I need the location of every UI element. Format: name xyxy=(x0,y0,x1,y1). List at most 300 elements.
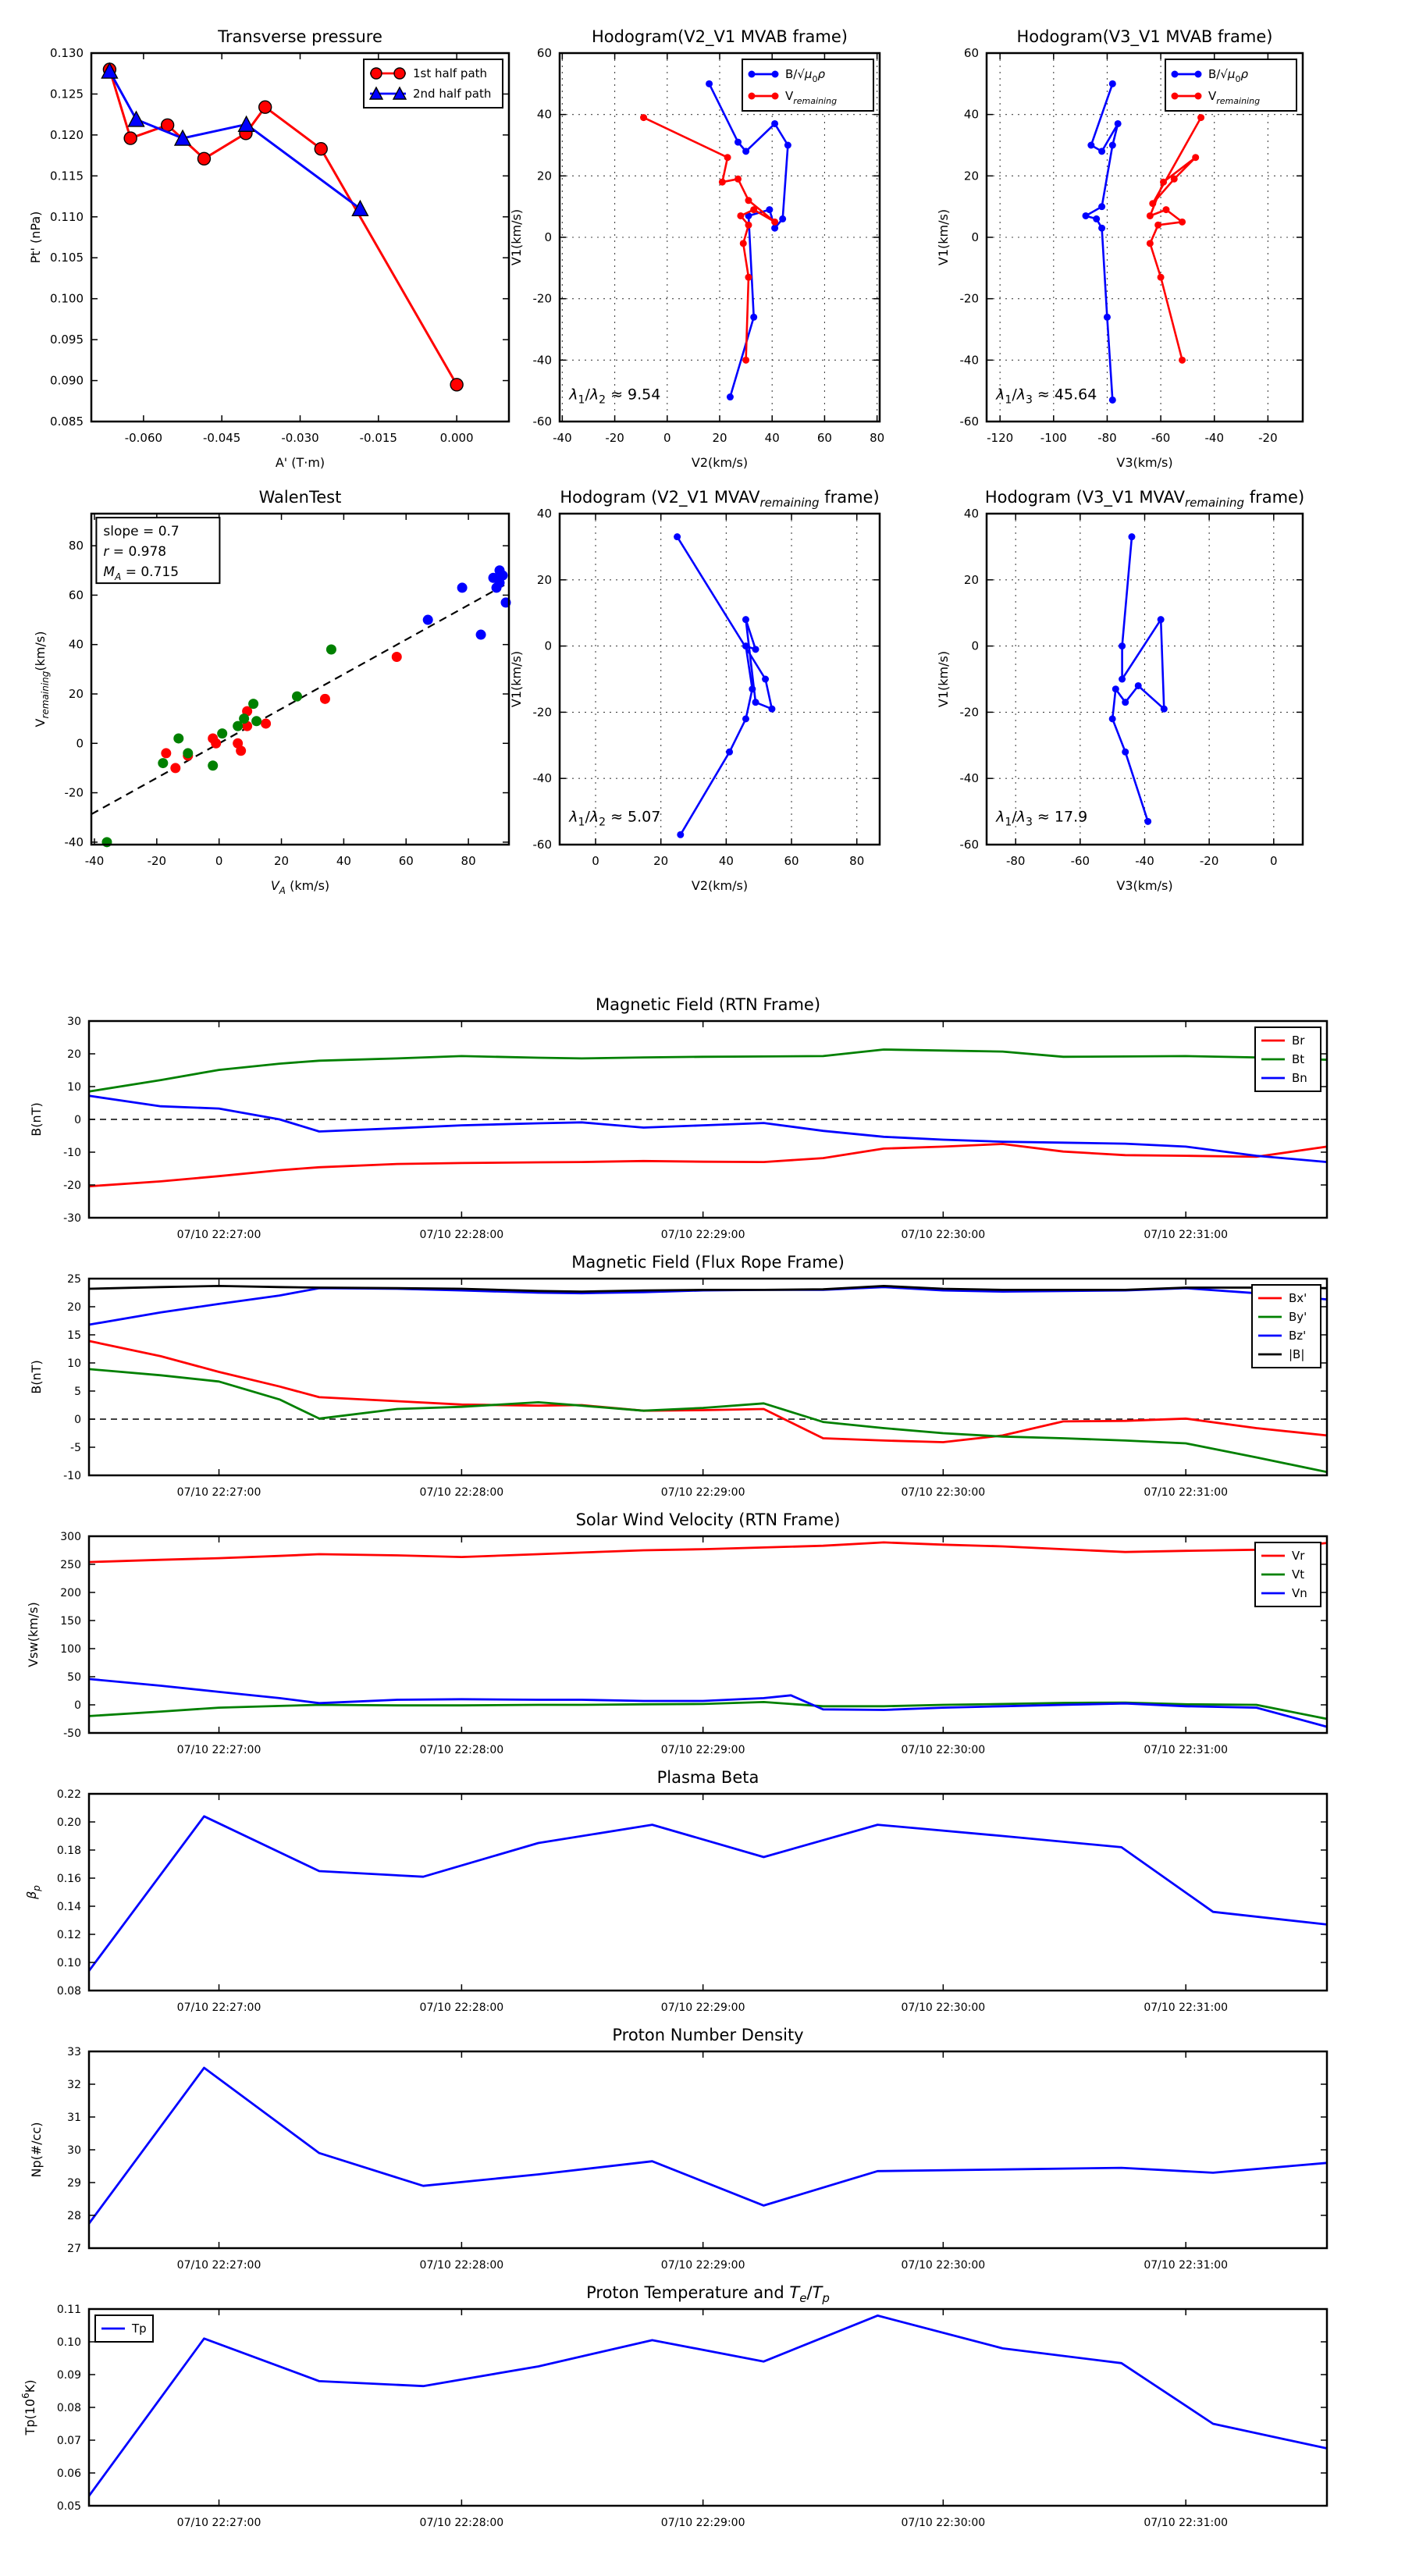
annotation: $\lambda_1/\lambda_3 \approx 17.9$ xyxy=(996,808,1088,829)
series-line-Bz' xyxy=(89,1287,1327,1325)
x-tick-label: 0 xyxy=(663,431,671,445)
data-point-marker xyxy=(784,142,791,149)
y-tick-label: 10 xyxy=(67,1081,81,1094)
data-point-marker xyxy=(768,706,775,713)
data-point-marker xyxy=(1171,176,1178,183)
x-tick-label: 0 xyxy=(215,854,223,868)
y-tick-label: 15 xyxy=(67,1329,81,1342)
x-tick-label: 07/10 22:29:00 xyxy=(660,1744,745,1756)
y-tick-label: 0 xyxy=(74,1699,81,1712)
series-line-Br xyxy=(89,1144,1327,1187)
data-point-marker xyxy=(1172,93,1179,100)
legend-label: Tp xyxy=(132,2322,147,2336)
y-tick-label: 20 xyxy=(536,169,552,183)
legend xyxy=(742,59,873,111)
x-tick-label: -60 xyxy=(1151,431,1171,445)
x-tick-label: 07/10 22:29:00 xyxy=(660,2259,745,2272)
data-point-marker xyxy=(752,699,759,706)
x-tick-label: -0.015 xyxy=(359,431,397,445)
data-point-marker xyxy=(129,112,144,126)
data-point-marker xyxy=(498,571,508,581)
data-point-marker xyxy=(745,197,752,204)
y-tick-label: -10 xyxy=(63,1147,81,1159)
chart-title: WalenTest xyxy=(258,488,342,507)
data-point-marker xyxy=(211,738,221,749)
series-line-beta_p xyxy=(89,1816,1327,1971)
stats-line: slope = 0.7 xyxy=(103,524,180,540)
x-tick-label: 60 xyxy=(816,431,832,445)
x-tick-label: -20 xyxy=(605,431,624,445)
data-point-marker xyxy=(1119,642,1126,649)
y-axis-label: $Tp(10^6K)$ xyxy=(20,2379,37,2435)
legend-label: $V_{remaining}$ xyxy=(1208,89,1261,106)
data-point-marker xyxy=(742,148,749,155)
data-point-marker xyxy=(1082,212,1089,219)
y-tick-label: 0.09 xyxy=(56,2369,81,2382)
y-tick-label: -60 xyxy=(959,838,979,852)
legend-label: 2nd half path xyxy=(413,87,492,101)
y-tick-label: 0.08 xyxy=(56,1985,81,1998)
data-point-marker xyxy=(1087,142,1094,149)
y-tick-label: 20 xyxy=(68,686,84,701)
data-point-marker xyxy=(1112,685,1119,692)
y-axis-label: V1(km/s) xyxy=(936,208,951,266)
data-point-marker xyxy=(771,120,778,127)
data-point-marker xyxy=(292,692,302,702)
y-tick-label: -40 xyxy=(64,834,84,849)
chart-title: Plasma Beta xyxy=(656,1768,759,1787)
x-tick-label: -20 xyxy=(1258,431,1278,445)
y-tick-label: 10 xyxy=(67,1357,81,1370)
x-tick-label: 80 xyxy=(849,854,865,868)
x-tick-label: 0.000 xyxy=(439,431,474,445)
y-axis-label: B(nT) xyxy=(29,1102,44,1137)
x-tick-label: -0.045 xyxy=(203,431,241,445)
chart-title: Hodogram(V3_V1 MVAB frame) xyxy=(1016,27,1273,46)
chart-title: Hodogram (V2_V1 $MVAV_{remaining}$ frame) xyxy=(560,488,880,510)
y-tick-label: 0.07 xyxy=(56,2435,81,2447)
data-point-marker xyxy=(371,68,382,79)
x-tick-label: -20 xyxy=(147,854,167,868)
data-point-marker xyxy=(217,728,227,738)
y-tick-label: 0.090 xyxy=(50,373,84,388)
data-point-marker xyxy=(750,206,757,213)
x-axis-label: V3(km/s) xyxy=(1116,455,1173,470)
data-point-marker xyxy=(315,143,327,155)
y-tick-label: 60 xyxy=(963,46,979,60)
x-tick-label: 07/10 22:30:00 xyxy=(901,2001,986,2014)
data-point-marker xyxy=(320,694,330,704)
y-tick-label: 0.05 xyxy=(56,2500,81,2513)
y-tick-label: 0.06 xyxy=(56,2467,81,2480)
y-tick-label: -60 xyxy=(532,838,552,852)
data-point-marker xyxy=(1098,148,1105,155)
data-point-marker xyxy=(170,763,180,773)
legend-label: By' xyxy=(1289,1310,1307,1324)
data-point-marker xyxy=(1109,80,1116,87)
y-tick-label: 0.120 xyxy=(50,127,84,142)
y-tick-label: 29 xyxy=(67,2177,81,2190)
legend-label: Bn xyxy=(1292,1071,1307,1085)
chart-b-rtn xyxy=(29,995,1327,1241)
x-tick-label: 07/10 22:31:00 xyxy=(1144,2517,1229,2529)
chart-title: Transverse pressure xyxy=(218,27,382,46)
y-axis-label: $V_{remaining}(km/s)$ xyxy=(33,631,51,728)
data-point-marker xyxy=(762,676,769,683)
y-tick-label: -5 xyxy=(70,1442,81,1454)
data-point-marker xyxy=(749,71,756,78)
y-tick-label: 40 xyxy=(963,507,979,521)
y-tick-label: 0 xyxy=(544,230,552,244)
data-point-marker xyxy=(236,745,246,756)
axes-frame xyxy=(89,2309,1327,2506)
data-point-marker xyxy=(742,357,749,364)
x-tick-label: -20 xyxy=(1199,854,1219,868)
x-tick-label: 07/10 22:29:00 xyxy=(660,2001,745,2014)
x-tick-label: 80 xyxy=(461,854,476,868)
axes-frame xyxy=(89,2051,1327,2248)
data-point-marker xyxy=(737,212,744,219)
y-axis-label: V1(km/s) xyxy=(509,650,524,708)
x-tick-label: 07/10 22:31:00 xyxy=(1144,1744,1229,1756)
data-point-marker xyxy=(719,179,726,186)
data-point-marker xyxy=(1135,682,1142,689)
y-tick-label: 30 xyxy=(67,1016,81,1028)
data-point-marker xyxy=(674,533,681,540)
y-tick-label: 0.18 xyxy=(56,1845,81,1857)
data-point-marker xyxy=(476,630,486,640)
y-tick-label: -20 xyxy=(64,785,84,800)
data-point-marker xyxy=(1179,357,1186,364)
x-tick-label: 07/10 22:28:00 xyxy=(419,1744,504,1756)
data-point-marker xyxy=(457,582,468,592)
y-tick-label: 20 xyxy=(67,1301,81,1314)
y-axis-label: B(nT) xyxy=(29,1360,44,1394)
data-point-marker xyxy=(1158,274,1165,281)
y-tick-label: 0.11 xyxy=(56,2304,81,2316)
series-line-B/sqrt(mu0 rho) xyxy=(710,84,788,397)
y-tick-label: 0.130 xyxy=(50,46,84,60)
x-axis-label: V3(km/s) xyxy=(1116,878,1173,893)
y-tick-label: -40 xyxy=(959,353,979,368)
y-tick-label: 0.115 xyxy=(50,169,84,183)
y-axis-label: Vsw(km/s) xyxy=(26,1602,41,1667)
data-point-marker xyxy=(727,393,734,400)
data-point-marker xyxy=(766,206,773,213)
series-line-V remaining xyxy=(644,118,775,361)
series-line-Vr xyxy=(89,1542,1327,1562)
data-point-marker xyxy=(1147,212,1154,219)
annotation: $\lambda_1/\lambda_2 \approx 9.54$ xyxy=(569,386,661,407)
data-point-marker xyxy=(392,652,402,662)
y-tick-label: 33 xyxy=(67,2046,81,2058)
x-tick-label: -0.030 xyxy=(281,431,319,445)
series-line-Np xyxy=(89,2068,1327,2224)
chart-title: Hodogram(V2_V1 MVAB frame) xyxy=(592,27,848,46)
legend-label: Vn xyxy=(1292,1586,1307,1600)
y-tick-label: 0 xyxy=(544,639,552,653)
x-tick-label: 07/10 22:27:00 xyxy=(176,2517,261,2529)
y-tick-label: 0.08 xyxy=(56,2402,81,2414)
data-point-marker xyxy=(1195,93,1202,100)
y-axis-label: Np(#/cc) xyxy=(29,2122,44,2178)
x-tick-label: -40 xyxy=(84,854,105,868)
data-point-marker xyxy=(101,837,112,847)
x-tick-label: 07/10 22:28:00 xyxy=(419,1229,504,1241)
legend-label: Vr xyxy=(1292,1549,1305,1563)
series-line-Bn xyxy=(89,1096,1327,1162)
data-point-marker xyxy=(677,831,684,838)
data-point-marker xyxy=(173,733,183,743)
x-axis-label: V2(km/s) xyxy=(691,878,749,893)
x-tick-label: 07/10 22:29:00 xyxy=(660,1229,745,1241)
data-point-marker xyxy=(161,748,171,758)
y-tick-label: 30 xyxy=(67,2144,81,2157)
data-point-marker xyxy=(1147,240,1154,247)
data-point-marker xyxy=(423,615,433,625)
data-point-marker xyxy=(740,240,747,247)
data-point-marker xyxy=(183,748,193,758)
data-point-marker xyxy=(1119,676,1126,683)
data-point-marker xyxy=(259,101,272,113)
data-point-marker xyxy=(239,713,249,724)
x-tick-label: 07/10 22:28:00 xyxy=(419,2517,504,2529)
y-tick-label: 200 xyxy=(60,1587,81,1599)
x-tick-label: -80 xyxy=(1097,431,1117,445)
legend-label: $B/√\mu_0\rho$ xyxy=(1208,67,1248,84)
y-tick-label: -20 xyxy=(959,705,979,720)
legend xyxy=(1255,1027,1321,1091)
y-tick-label: -20 xyxy=(63,1179,81,1192)
chart-b-fluxrope xyxy=(29,1253,1327,1499)
data-point-marker xyxy=(1195,71,1202,78)
series-line-Tp xyxy=(89,2315,1327,2496)
y-tick-label: 0.10 xyxy=(56,1957,81,1969)
y-tick-label: 31 xyxy=(67,2112,81,2124)
data-point-marker xyxy=(1197,114,1204,121)
data-point-marker xyxy=(1093,215,1100,222)
y-tick-label: 20 xyxy=(963,169,979,183)
x-tick-label: -40 xyxy=(553,431,572,445)
legend xyxy=(1252,1285,1321,1368)
x-axis-label: V2(km/s) xyxy=(691,455,749,470)
annotation: $\lambda_1/\lambda_2 \approx 5.07$ xyxy=(569,808,661,829)
x-tick-label: 07/10 22:28:00 xyxy=(419,2259,504,2272)
series-line-B/sqrt(mu0 rho) xyxy=(1086,84,1118,400)
data-point-marker xyxy=(326,645,336,655)
chart-hodogram-v3v1-mvav xyxy=(936,488,1304,893)
data-point-marker xyxy=(640,114,647,121)
chart-hodogram-v2v1-mvav xyxy=(509,488,880,893)
chart-transverse-pressure xyxy=(28,27,509,470)
x-tick-label: 07/10 22:30:00 xyxy=(901,2517,986,2529)
y-tick-label: 40 xyxy=(536,507,552,521)
x-tick-label: -0.060 xyxy=(124,431,163,445)
y-tick-label: 0.10 xyxy=(56,2336,81,2349)
y-tick-label: 60 xyxy=(68,588,84,603)
data-point-marker xyxy=(197,152,210,165)
data-point-marker xyxy=(742,642,749,649)
y-tick-label: 20 xyxy=(536,572,552,587)
y-tick-label: 300 xyxy=(60,1531,81,1543)
x-tick-label: -60 xyxy=(1070,854,1090,868)
x-tick-label: 07/10 22:27:00 xyxy=(176,2259,261,2272)
series-line-1st half path xyxy=(109,69,457,385)
data-point-marker xyxy=(1109,715,1116,722)
x-tick-label: 07/10 22:30:00 xyxy=(901,1229,986,1241)
data-point-marker xyxy=(248,699,258,709)
data-point-marker xyxy=(1109,142,1116,149)
x-tick-label: -40 xyxy=(1135,854,1154,868)
y-tick-label: 40 xyxy=(68,637,84,652)
data-point-marker xyxy=(1098,203,1105,210)
data-point-marker xyxy=(771,219,778,226)
chart-hodogram-v2v1-mvab xyxy=(509,27,884,470)
y-tick-label: 27 xyxy=(67,2243,81,2255)
data-point-marker xyxy=(1162,206,1169,213)
x-tick-label: -40 xyxy=(1204,431,1224,445)
y-tick-label: -20 xyxy=(959,291,979,306)
data-point-marker xyxy=(752,646,759,653)
series-line-Bx' xyxy=(89,1341,1327,1443)
data-point-marker xyxy=(450,379,463,391)
data-point-marker xyxy=(1154,222,1161,229)
y-tick-label: 25 xyxy=(67,1273,81,1286)
legend-label: Br xyxy=(1292,1034,1305,1048)
y-tick-label: -10 xyxy=(63,1470,81,1482)
x-tick-label: 0 xyxy=(1270,854,1278,868)
y-tick-label: 0 xyxy=(76,736,84,751)
series-line-V remaining hodogram xyxy=(678,537,772,835)
data-point-marker xyxy=(772,93,779,100)
x-tick-label: 07/10 22:27:00 xyxy=(176,2001,261,2014)
y-tick-label: -60 xyxy=(959,415,979,429)
x-tick-label: 07/10 22:30:00 xyxy=(901,1744,986,1756)
x-tick-label: 80 xyxy=(870,431,885,445)
data-point-marker xyxy=(1122,699,1129,706)
x-tick-label: 07/10 22:28:00 xyxy=(419,2001,504,2014)
data-point-marker xyxy=(1172,71,1179,78)
x-tick-label: 07/10 22:27:00 xyxy=(176,1229,261,1241)
legend-label: Bx' xyxy=(1289,1291,1307,1305)
y-tick-label: 0.16 xyxy=(56,1873,81,1885)
data-point-marker xyxy=(158,758,168,768)
y-tick-label: 32 xyxy=(67,2079,81,2091)
y-tick-label: 0.22 xyxy=(56,1788,81,1801)
axes-frame xyxy=(89,1794,1327,1991)
data-point-marker xyxy=(706,80,713,87)
chart-title: Magnetic Field (Flux Rope Frame) xyxy=(571,1253,845,1272)
y-tick-label: 50 xyxy=(67,1671,81,1684)
y-tick-label: 0.125 xyxy=(50,87,84,101)
x-tick-label: 07/10 22:31:00 xyxy=(1144,2259,1229,2272)
x-tick-label: 07/10 22:30:00 xyxy=(901,2259,986,2272)
y-tick-label: 150 xyxy=(60,1615,81,1628)
data-point-marker xyxy=(724,154,731,161)
x-tick-label: 60 xyxy=(784,854,799,868)
legend-label: $B/√\mu_0\rho$ xyxy=(785,67,825,84)
x-tick-label: 07/10 22:31:00 xyxy=(1144,1229,1229,1241)
axes-frame xyxy=(560,514,880,845)
x-axis-label: $V_A$ (km/s) xyxy=(270,878,330,896)
data-point-marker xyxy=(1109,397,1116,404)
data-point-marker xyxy=(1161,706,1168,713)
x-tick-label: 07/10 22:31:00 xyxy=(1144,1486,1229,1499)
y-tick-label: 0.14 xyxy=(56,1901,81,1913)
chart-plasma-beta xyxy=(24,1768,1327,2014)
x-tick-label: 40 xyxy=(718,854,734,868)
y-tick-label: 0.20 xyxy=(56,1816,81,1829)
legend xyxy=(1165,59,1297,111)
y-tick-label: 0.105 xyxy=(50,251,84,265)
legend-label: $V_{remaining}$ xyxy=(785,89,838,106)
legend-label: Vt xyxy=(1292,1567,1305,1582)
y-tick-label: 20 xyxy=(963,572,979,587)
x-tick-label: 40 xyxy=(764,431,780,445)
axes-frame xyxy=(89,1279,1327,1475)
chart-vsw-rtn xyxy=(26,1510,1327,1756)
x-tick-label: 60 xyxy=(398,854,414,868)
annotation: $\lambda_1/\lambda_3 \approx 45.64$ xyxy=(996,386,1097,407)
chart-title: Magnetic Field (RTN Frame) xyxy=(595,995,821,1014)
y-tick-label: -20 xyxy=(532,291,552,306)
y-tick-label: 20 xyxy=(67,1048,81,1061)
y-tick-label: -50 xyxy=(63,1727,81,1740)
data-point-marker xyxy=(749,93,756,100)
data-point-marker xyxy=(1144,818,1151,825)
data-point-marker xyxy=(772,71,779,78)
y-tick-label: 250 xyxy=(60,1559,81,1571)
chart-title: Solar Wind Velocity (RTN Frame) xyxy=(575,1510,841,1529)
data-point-marker xyxy=(251,716,261,726)
data-point-marker xyxy=(742,715,749,722)
legend-label: Bz' xyxy=(1289,1329,1307,1343)
data-point-marker xyxy=(735,176,742,183)
y-tick-label: 0 xyxy=(971,639,979,653)
legend-label: 1st half path xyxy=(413,66,488,80)
data-point-marker xyxy=(1160,179,1167,186)
y-tick-label: 28 xyxy=(67,2210,81,2222)
data-point-marker xyxy=(1128,533,1135,540)
x-tick-label: -100 xyxy=(1040,431,1067,445)
series-line-Bt xyxy=(89,1050,1327,1092)
x-tick-label: 07/10 22:27:00 xyxy=(176,1744,261,1756)
x-tick-label: 0 xyxy=(592,854,599,868)
data-point-marker xyxy=(771,225,778,232)
x-tick-label: 07/10 22:29:00 xyxy=(660,2517,745,2529)
data-point-marker xyxy=(261,718,271,728)
y-tick-label: 0 xyxy=(74,1414,81,1426)
y-tick-label: 100 xyxy=(60,1643,81,1656)
chart-title: Proton Temperature and $T_e/T_p$ xyxy=(586,2283,830,2305)
y-tick-label: -30 xyxy=(63,1212,81,1225)
x-tick-label: 07/10 22:29:00 xyxy=(660,1486,745,1499)
x-tick-label: 07/10 22:31:00 xyxy=(1144,2001,1229,2014)
y-axis-label: V1(km/s) xyxy=(936,650,951,708)
data-point-marker xyxy=(1192,154,1199,161)
y-tick-label: 0 xyxy=(971,230,979,244)
y-tick-label: 40 xyxy=(963,107,979,122)
x-axis-label: A' (T·m) xyxy=(275,455,325,470)
y-tick-label: 0.12 xyxy=(56,1929,81,1941)
legend-label: Bt xyxy=(1292,1052,1305,1066)
data-point-marker xyxy=(750,314,757,321)
data-point-marker xyxy=(735,139,742,146)
stats-line: $M_A = 0.715$ xyxy=(103,564,180,583)
data-point-marker xyxy=(394,68,405,79)
chart-title: Hodogram (V3_V1 $MVAV_{remaining}$ frame) xyxy=(984,488,1305,510)
y-tick-label: -60 xyxy=(532,415,552,429)
